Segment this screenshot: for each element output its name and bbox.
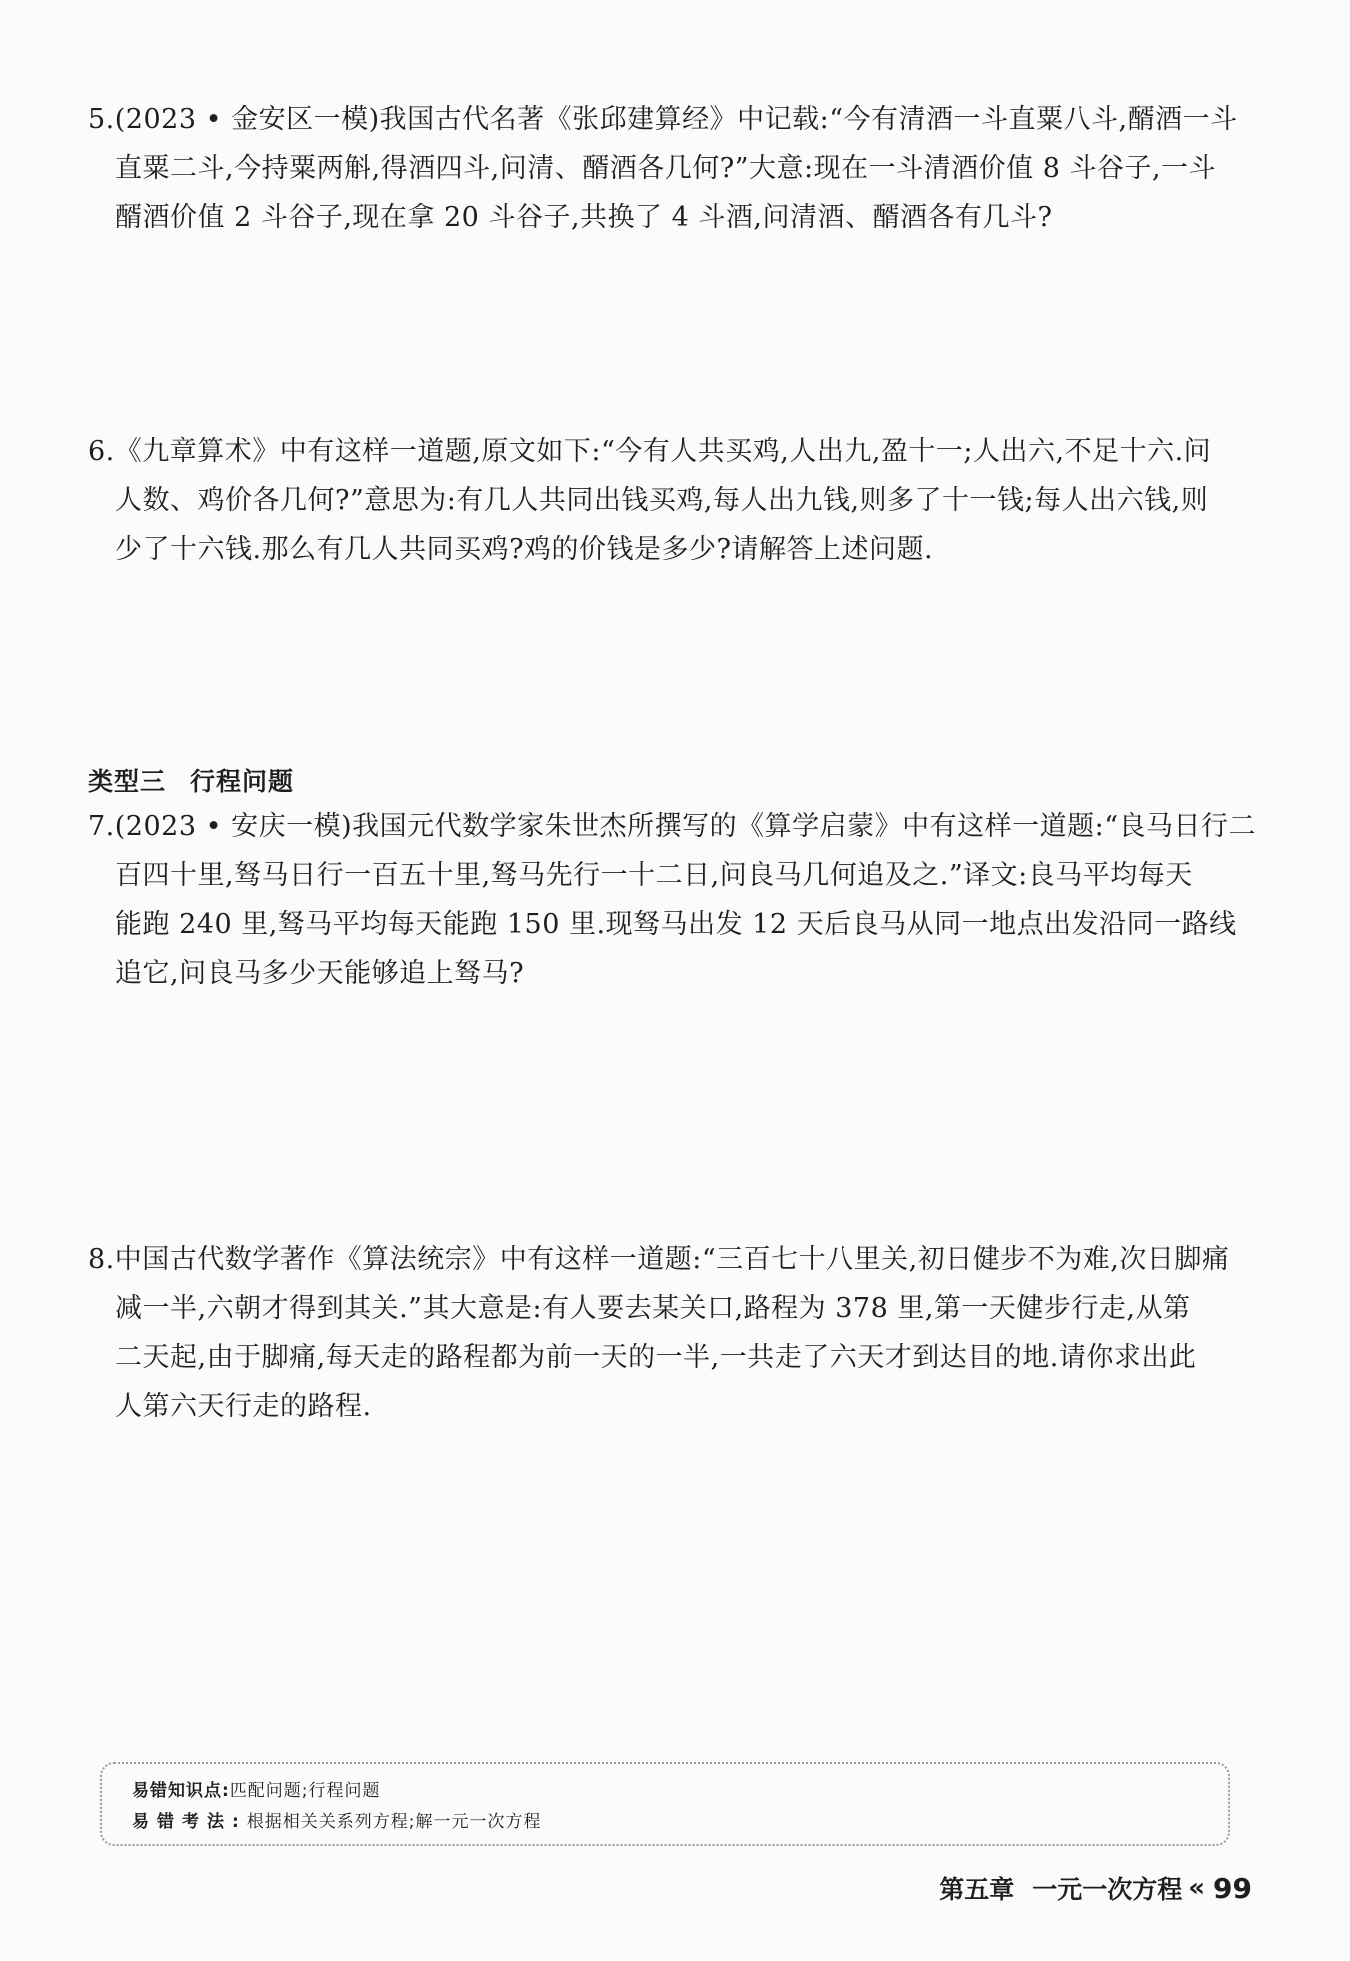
- problem-line: 中国古代数学著作《算法统宗》中有这样一道题:“三百七十八里关,初日健步不为难,次日脚痛: [114, 1244, 1230, 1275]
- problem-number: 5.: [88, 104, 115, 135]
- chapter-label: 第五章: [939, 1875, 1015, 1904]
- problem-line: 醑酒价值 2 斗谷子,现在拿 20 斗谷子,共换了 4 斗酒,问清酒、醑酒各有几斗?: [115, 202, 1053, 233]
- error-knowledge-value: 匹配问题;行程问题: [229, 1781, 381, 1801]
- problem-8: [88, 1235, 1268, 1431]
- problem-5: [88, 95, 1268, 242]
- chapter-title: 一元一次方程: [1032, 1875, 1183, 1904]
- problem-line: 追它,问良马多少天能够追上驽马?: [115, 958, 525, 989]
- error-method-line: [132, 1807, 542, 1832]
- problem-line: 人数、鸡价各几何?”意思为:有几人共同出钱买鸡,每人出九钱,则多了十一钱;每人出六钱,则: [115, 485, 1209, 516]
- error-method-value: 根据相关关系列方程;解一元一次方程: [246, 1812, 542, 1832]
- problem-6: [88, 427, 1268, 574]
- error-method-label: 易错考法:: [132, 1812, 247, 1832]
- problem-line: 直粟二斗,今持粟两斛,得酒四斗,问清、醑酒各几何?”大意:现在一斗清酒价值 8 斗谷子,一斗: [115, 153, 1217, 184]
- page-footer: [939, 1870, 1252, 1906]
- problem-line: 能跑 240 里,驽马平均每天能跑 150 里.现驽马出发 12 天后良马从同一地点出发沿同一路线: [115, 909, 1237, 940]
- problem-line: (2023 • 安庆一模)我国元代数学家朱世杰所撰写的《算学启蒙》中有这样一道题:“良马日行二: [114, 811, 1257, 842]
- problem-number: 7.: [88, 811, 115, 842]
- problem-7: [88, 802, 1268, 998]
- section-label: 类型三: [88, 767, 167, 796]
- page-number: 99: [1213, 1871, 1252, 1905]
- section-title: 行程问题: [190, 767, 295, 796]
- problem-line: 《九章算术》中有这样一道题,原文如下:“今有人共买鸡,人出九,盈十一;人出六,不足十六.问: [114, 436, 1212, 467]
- error-knowledge-line: [132, 1776, 381, 1801]
- problem-line: 少了十六钱.那么有几人共同买鸡?鸡的价钱是多少?请解答上述问题.: [115, 534, 934, 565]
- problem-number: 6.: [88, 436, 115, 467]
- problem-number: 8.: [88, 1244, 115, 1275]
- error-knowledge-label: 易错知识点:: [132, 1781, 230, 1801]
- section-heading: [88, 762, 294, 798]
- double-chevron-icon: «: [1188, 1873, 1206, 1903]
- problem-line: 减一半,六朝才得到其关.”其大意是:有人要去某关口,路程为 378 里,第一天健步行走,从第: [115, 1293, 1191, 1324]
- problem-line: (2023 • 金安区一模)我国古代名著《张邱建算经》中记载:“今有清酒一斗直粟八斗,醑酒一斗: [114, 104, 1238, 135]
- problem-line: 二天起,由于脚痛,每天走的路程都为前一天的一半,一共走了六天才到达目的地.请你求出此: [115, 1342, 1197, 1373]
- problem-line: 人第六天行走的路程.: [115, 1391, 372, 1422]
- error-notes-box: [100, 1762, 1230, 1846]
- problem-line: 百四十里,驽马日行一百五十里,驽马先行一十二日,问良马几何追及之.”译文:良马平均每天: [115, 860, 1193, 891]
